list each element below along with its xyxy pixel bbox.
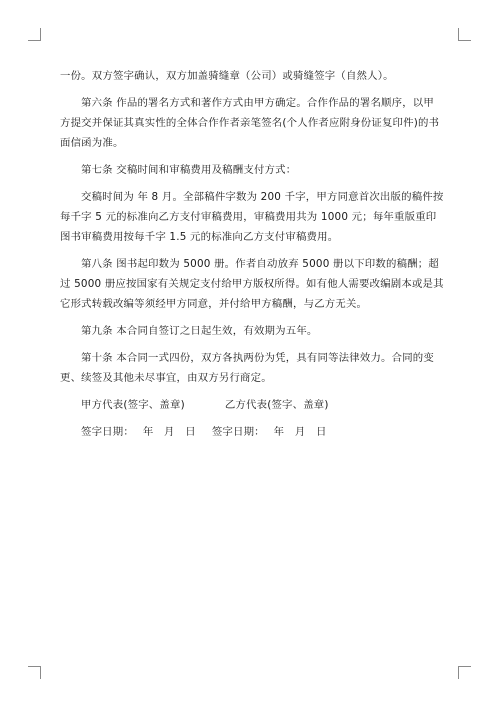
article-8: 第八条 图书起印数为 5000 册。作者自动放弃 5000 册以下印数的稿酬；超过 5000 册应按国家有关规定支付给甲方版权所得。如有他人需要改编剧本或是其它形式转载改编等须经甲方同意，并付给甲方稿酬，与乙方无关。 [60,258,444,310]
article-9: 第九条 本合同自签订之日起生效，有效期为五年。 [81,325,318,337]
article-6: 第六条 作品的署名方式和著作方式由甲方确定。合作作品的署名顺序，以甲方提交并保证其真实性的全体合作作者亲笔签名(个人作者应附身份证复印件)的书面信函为准。 [60,97,440,149]
crop-mark-top-left [28,28,41,41]
article-10: 第十条 本合同一式四份，双方各执两份为凭，具有同等法律效力。合同的变更、续签及其他未尽事宜，由双方另行商定。 [60,352,434,384]
signature-dates [60,422,444,442]
party-a-representative: 甲方代表(签字、盖章) [81,399,185,411]
article-7-heading: 第七条 交稿时间和审稿费用及稿酬支付方式： [81,164,297,176]
crop-mark-bottom-left [28,666,41,679]
paragraph-continuation: 一份。双方签字确认，双方加盖骑缝章（公司）或骑缝签字（自然人）。 [60,70,394,82]
party-b-sign-date: 签字日期： 年 月 日 [211,426,327,438]
crop-mark-bottom-right [458,666,471,679]
party-b-representative: 乙方代表(签字、盖章) [224,399,329,411]
party-a-sign-date: 签字日期： 年 月 日 [81,426,196,438]
signature-representatives [60,395,444,415]
crop-mark-top-right [458,28,471,41]
document-body [60,66,444,449]
article-7-body: 交稿时间为 年 8 月。全部稿件字数为 200 千字，甲方同意首次出版的稿件按每千字 5 元的标准向乙方支付审稿费用，审稿费用共为 1000 元；每年重版重印图书审稿费用按每千字 1.5 元的标准向乙方支付审稿费用。 [60,191,444,243]
